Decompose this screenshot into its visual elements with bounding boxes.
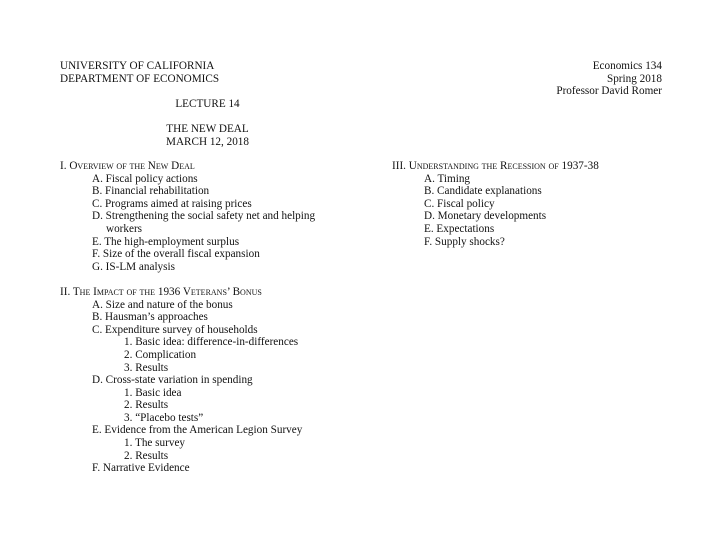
outline-item: C. Programs aimed at raising prices bbox=[92, 197, 252, 210]
outline-item: C. Expenditure survey of households bbox=[92, 323, 258, 336]
section-heading-new-deal: I. Overview of the New Deal bbox=[60, 160, 195, 172]
outline-item: F. Size of the overall fiscal expansion bbox=[92, 248, 260, 261]
outline-item: D. Cross-state variation in spending bbox=[92, 374, 253, 387]
outline-item: E. Expectations bbox=[424, 222, 495, 235]
outline-item: B. Candidate explanations bbox=[424, 185, 542, 198]
section-heading-veterans-bonus: II. The Impact of the 1936 Veterans’ Bonus bbox=[60, 285, 262, 298]
outline-subitem: 2. Complication bbox=[124, 348, 197, 361]
lecture-topic: THE NEW DEAL bbox=[166, 123, 249, 135]
section-heading-recession: III. Understanding the Recession of 1937-38 bbox=[392, 160, 599, 172]
outline-item: E. Evidence from the American Legion Survey bbox=[92, 424, 303, 437]
outline-item: A. Fiscal policy actions bbox=[92, 172, 198, 185]
institution-header bbox=[60, 60, 219, 85]
university-name: UNIVERSITY OF CALIFORNIA bbox=[60, 60, 215, 72]
outline-item: D. Monetary developments bbox=[424, 210, 547, 223]
outline-item: A. Timing bbox=[424, 172, 471, 185]
outline-subitem: 2. Results bbox=[124, 449, 169, 462]
outline-right-column bbox=[392, 160, 599, 248]
outline-item: B. Hausman’s approaches bbox=[92, 311, 208, 324]
outline-item: F. Narrative Evidence bbox=[92, 462, 190, 475]
veterans-bonus-items bbox=[60, 299, 315, 475]
course-number: Economics 134 bbox=[592, 60, 662, 72]
professor-name: Professor David Romer bbox=[556, 85, 662, 98]
outline-item: C. Fiscal policy bbox=[424, 197, 495, 210]
lecture-title-block bbox=[0, 123, 415, 148]
outline-item: B. Financial rehabilitation bbox=[92, 185, 210, 198]
outline-item-continuation: workers bbox=[106, 222, 143, 235]
outline-subitem: 1. Basic idea: difference-in-differences bbox=[124, 336, 299, 349]
outline-subitem: 3. Results bbox=[124, 361, 169, 374]
term: Spring 2018 bbox=[606, 72, 662, 85]
outline-subitem: 1. Basic idea bbox=[124, 386, 182, 399]
department-name: DEPARTMENT OF ECONOMICS bbox=[60, 72, 220, 85]
lecture-number: LECTURE 14 bbox=[175, 98, 240, 110]
outline-subitem: 1. The survey bbox=[124, 437, 186, 450]
outline-item: F. Supply shocks? bbox=[424, 235, 505, 248]
outline-item: E. The high-employment surplus bbox=[92, 235, 240, 248]
outline-item: D. Strengthening the social safety net and helping bbox=[92, 210, 316, 223]
outline-item: G. IS-LM analysis bbox=[92, 260, 175, 273]
outline-subitem: 2. Results bbox=[124, 399, 169, 412]
lecture-date: MARCH 12, 2018 bbox=[166, 135, 249, 148]
outline-item: A. Size and nature of the bonus bbox=[92, 298, 233, 311]
outline-left-column bbox=[60, 160, 315, 475]
course-header bbox=[556, 60, 662, 98]
outline-subitem: 3. “Placebo tests” bbox=[124, 411, 204, 424]
